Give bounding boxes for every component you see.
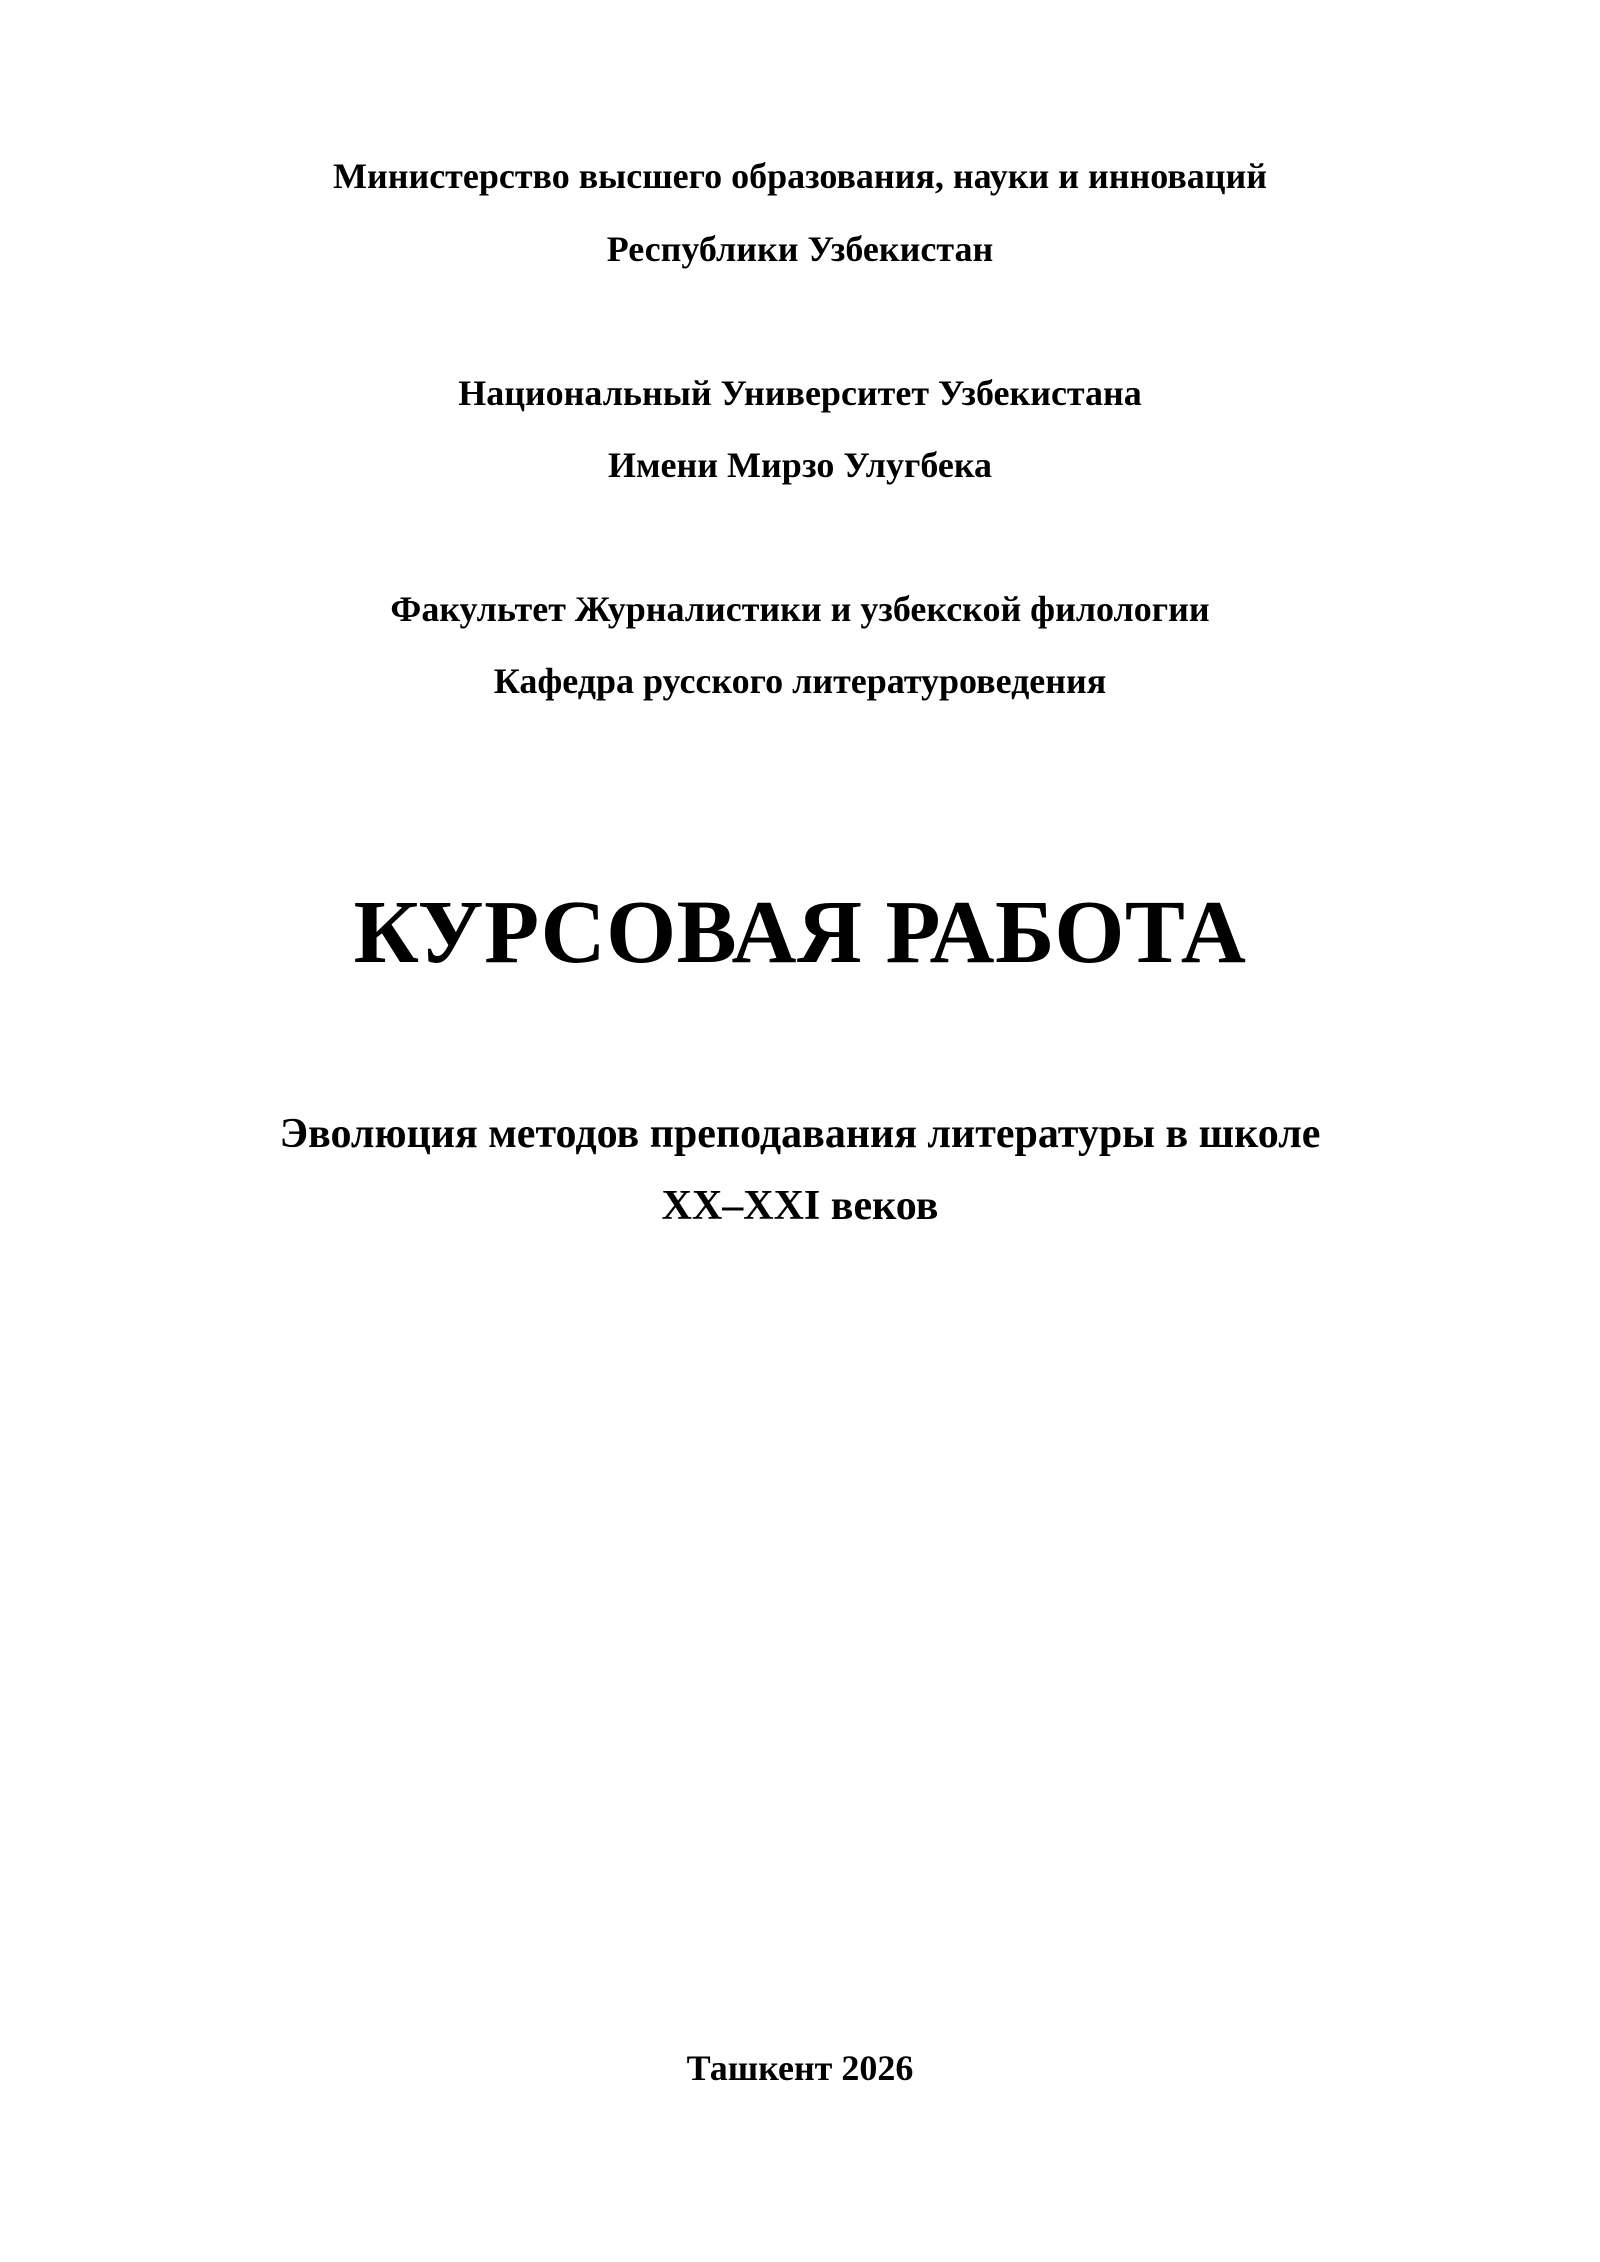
topic-title-line-2: XX–XXI веков — [661, 1183, 939, 1229]
ministry-name-line-2: Республики Узбекистан — [606, 229, 994, 269]
document-type-title: КУРСОВАЯ РАБОТА — [353, 883, 1247, 982]
university-name-line-2: Имени Мирзо Улугбека — [607, 445, 993, 485]
university-name-line-1: Национальный Университет Узбекистана — [458, 373, 1142, 413]
topic-title-line-1: Эволюция методов преподавания литературы в школе — [279, 1111, 1321, 1157]
ministry-name-line-1: Министерство высшего образования, науки и инноваций — [333, 156, 1267, 196]
faculty-name: Факультет Журналистики и узбекской филологии — [390, 589, 1210, 629]
place-and-year: Ташкент 2026 — [686, 2048, 914, 2088]
department-name: Кафедра русского литературоведения — [493, 661, 1107, 701]
